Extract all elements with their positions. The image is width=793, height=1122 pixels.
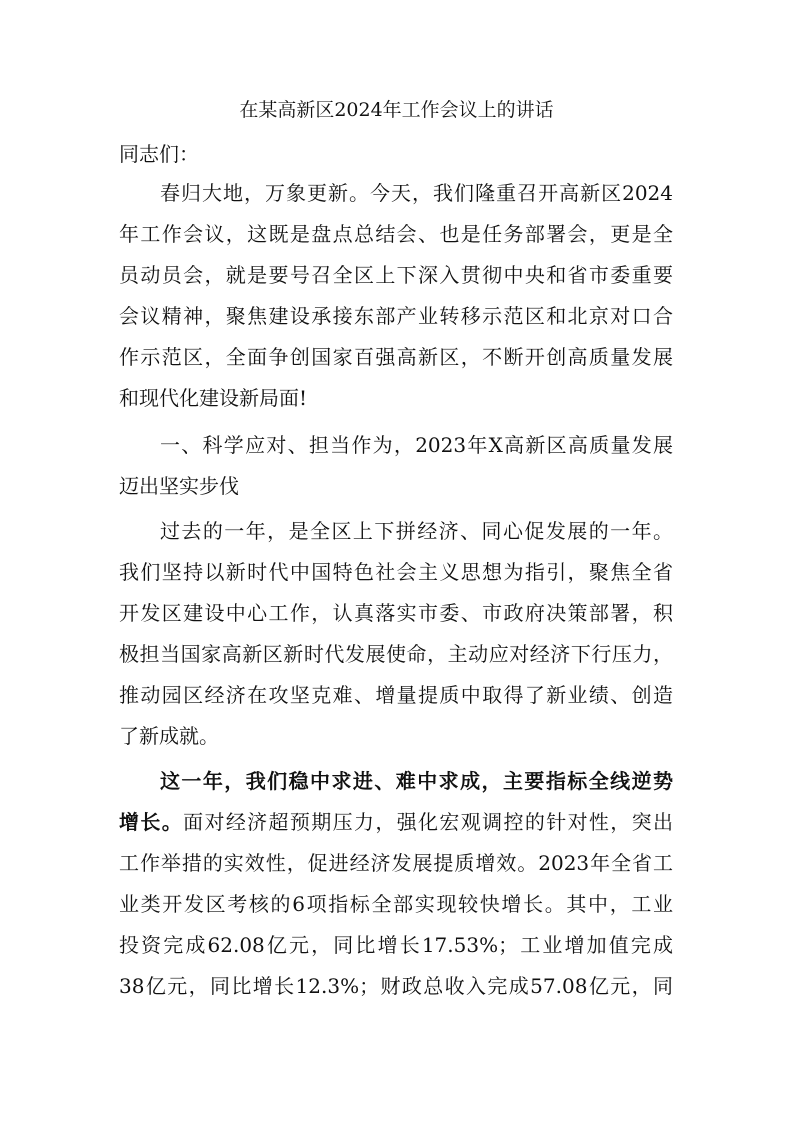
paragraph-line: 春归大地，万象更新。今天，我们隆重召开高新区2024 [160, 181, 673, 205]
bold-lead-sentence-end: 增长。 [119, 810, 184, 834]
paragraph-line [119, 807, 673, 837]
paragraph-line: 极担当国家高新区新时代发展使命，主动应对经济下行压力， [119, 642, 673, 666]
paragraph-line: 开发区建设中心工作，认真落实市委、市政府决策部署，积 [119, 601, 673, 625]
document-title: 在某高新区2024年工作会议上的讲话 [239, 99, 554, 121]
paragraph-line: 会议精神，聚焦建设承接东部产业转移示范区和北京对口合 [119, 304, 673, 328]
paragraph-line: 投资完成62.08亿元，同比增长17.53%；工业增加值完成 [119, 933, 673, 957]
section-heading: 迈出坚实步伐 [119, 474, 239, 498]
paragraph-line: 推动园区经济在攻坚克难、增量提质中取得了新业绩、创造 [119, 683, 673, 707]
paragraph-line: 过去的一年，是全区上下拼经济、同心促发展的一年。 [160, 519, 673, 543]
paragraph-line: 了新成就。 [119, 724, 219, 748]
paragraph-line: 年工作会议，这既是盘点总结会、也是任务部署会，更是全 [119, 222, 673, 246]
paragraph-line-text: 面对经济超预期压力，强化宏观调控的针对性，突出 [183, 810, 674, 834]
paragraph-line: 员动员会，就是要号召全区上下深入贯彻中央和省市委重要 [119, 263, 673, 287]
bold-lead-sentence: 这一年，我们稳中求进、难中求成，主要指标全线逆势 [160, 769, 673, 793]
paragraph-line: 业类开发区考核的6项指标全部实现较快增长。其中，工业 [119, 892, 673, 916]
paragraph-line: 工作举措的实效性，促进经济发展提质增效。2023年全省工 [119, 851, 673, 875]
paragraph-line: 作示范区，全面争创国家百强高新区，不断开创高质量发展 [119, 345, 673, 369]
paragraph-line: 我们坚持以新时代中国特色社会主义思想为指引，聚焦全省 [119, 560, 673, 584]
salutation: 同志们： [119, 142, 199, 166]
paragraph-line: 38亿元，同比增长12.3%；财政总收入完成57.08亿元，同 [119, 974, 673, 998]
section-heading: 一、科学应对、担当作为，2023年X高新区高质量发展 [160, 433, 673, 457]
paragraph-line: 和现代化建设新局面! [119, 386, 308, 410]
